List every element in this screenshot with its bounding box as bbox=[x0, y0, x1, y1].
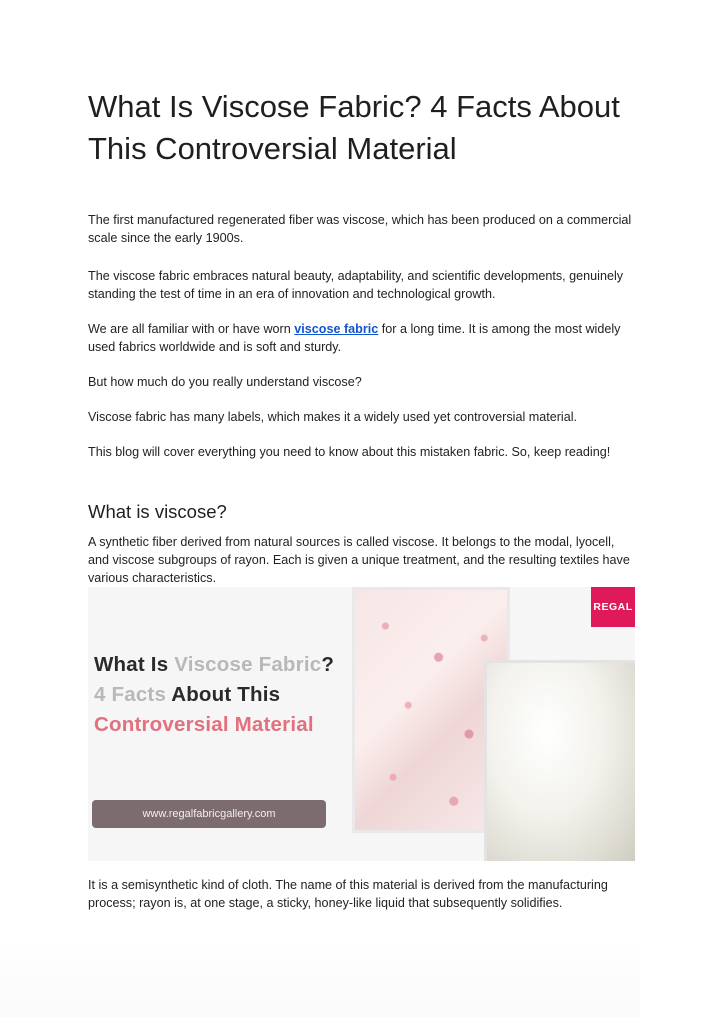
banner-title-line-2 bbox=[94, 683, 280, 707]
page-bottom-shade bbox=[0, 937, 640, 1017]
banner-text-4-facts: 4 Facts bbox=[94, 683, 172, 706]
article-title: What Is Viscose Fabric? 4 Facts About This Controversial Material bbox=[88, 89, 620, 166]
white-fabric-image bbox=[484, 660, 635, 861]
banner-text-about-this: About This bbox=[171, 683, 281, 706]
section-heading: What is viscose? bbox=[88, 501, 227, 522]
regal-logo: REGAL bbox=[591, 587, 635, 627]
paragraph-familiar bbox=[88, 320, 638, 356]
article-banner-image bbox=[88, 587, 635, 861]
paragraph-definition: A synthetic fiber derived from natural sources is called viscose. It belongs to the modal, lyocell, and viscose subgroups of rayon. Each is given a unique treatment, and the resulting textiles have various characteristics. bbox=[88, 535, 630, 585]
banner-title-line-1 bbox=[94, 653, 334, 677]
paragraph-natural-beauty: The viscose fabric embraces natural beauty, adaptability, and scientific developments, genuinely standing the test of time in an era of innovation and technological growth. bbox=[88, 269, 624, 301]
paragraph-familiar-text-1: We are all familiar with or have worn bbox=[88, 322, 295, 336]
paragraph-familiar-text-2: for a long time. It is among the most widely used fabrics worldwide and is soft and sturdy. bbox=[88, 322, 621, 354]
banner-text-viscose-fabric: Viscose Fabric bbox=[174, 653, 322, 676]
paragraph-semisynthetic: It is a semisynthetic kind of cloth. The name of this material is derived from the manufacturing process; rayon is, at one stage, a sticky, honey-like liquid that subsequently solidifies. bbox=[88, 878, 608, 910]
banner-text-what-is: What Is bbox=[94, 653, 175, 676]
banner-title-line-3: Controversial Material bbox=[94, 713, 314, 736]
banner-text-question-mark: ? bbox=[321, 653, 335, 676]
paragraph-labels: Viscose fabric has many labels, which makes it a widely used yet controversial material. bbox=[88, 410, 578, 424]
banner-url-pill: www.regalfabricgallery.com bbox=[92, 800, 326, 828]
viscose-fabric-link[interactable]: viscose fabric bbox=[294, 322, 379, 336]
paragraph-blog-cover: This blog will cover everything you need to know about this mistaken fabric. So, keep reading! bbox=[88, 445, 611, 459]
paragraph-intro: The first manufactured regenerated fiber was viscose, which has been produced on a commercial scale since the early 1900s. bbox=[88, 213, 632, 245]
paragraph-question: But how much do you really understand viscose? bbox=[88, 375, 362, 389]
